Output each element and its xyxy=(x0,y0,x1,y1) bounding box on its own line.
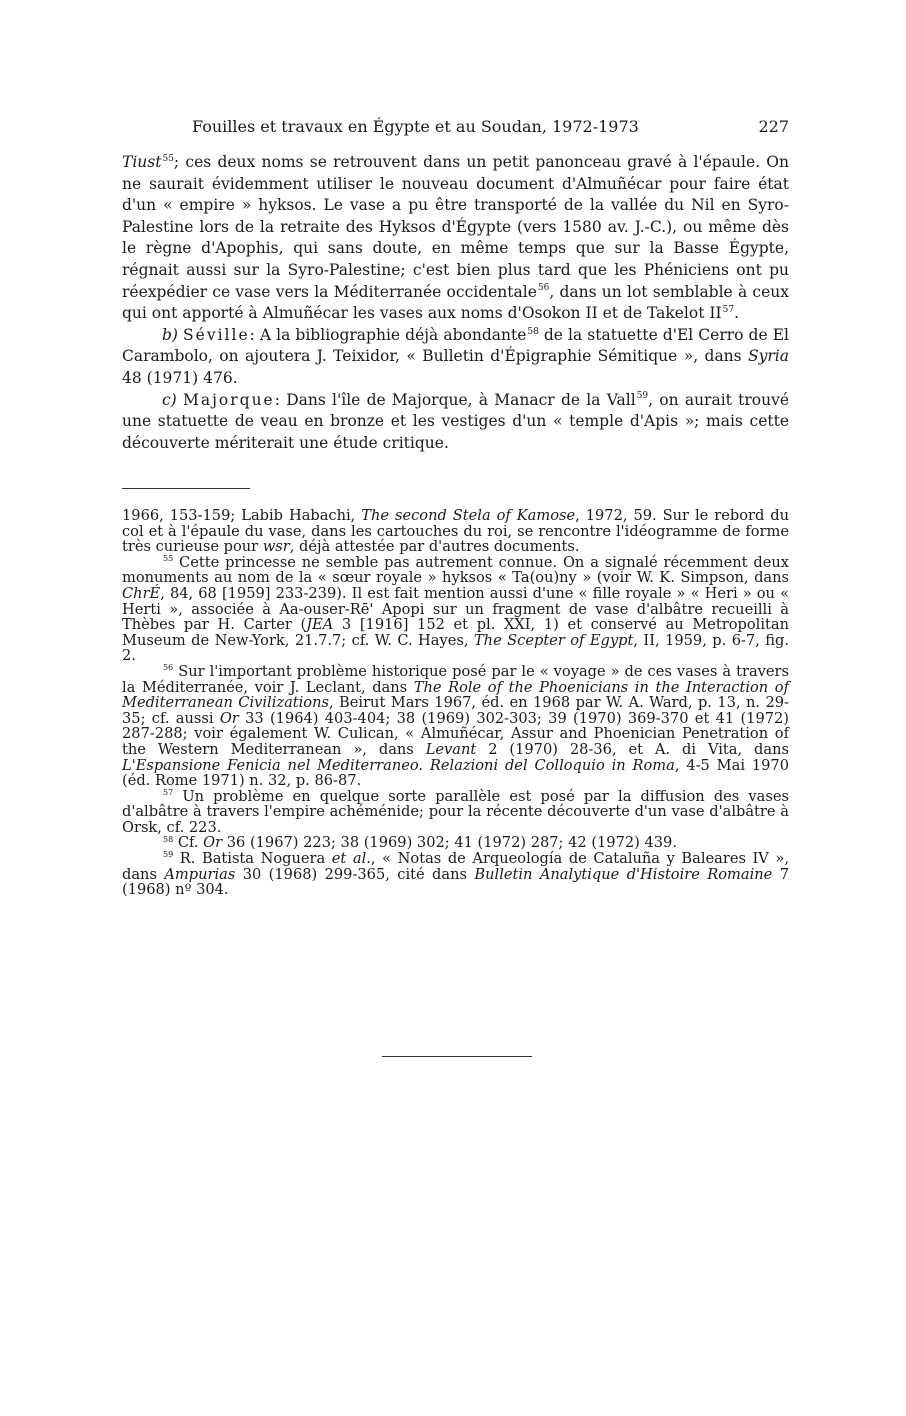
text-run: , on aurait trouvé une statuette de veau en bronze et les vestiges d'un « temple d'Apis »; mais cette découverte mériterait une étude critique. xyxy=(122,390,790,452)
text-run: ; ces deux noms se retrouvent dans un petit panonceau gravé à l'épaule. On ne saurait évidemment utiliser le nouveau document d'Almuñécar pour faire état d'un « empire » hyksos. Le vase a pu être transporté de la vallée du Nil en Syro-Palestine lors de la retraite des Hyksos d'Égypte (vers 1580 av. J.-C.), ou même dès le règne d'Apophis, qui sans doute, en même temps que sur la Basse Égypte, régnait aussi sur la Syro-Palestine; c'est bien plus tard que les Phéniciens ont pu réexpédier ce vase vers la Méditerranée occidentale xyxy=(122,153,789,301)
footnote-number-58: 58 xyxy=(163,834,174,844)
footnote-ref-59[interactable]: 59 xyxy=(636,391,649,402)
running-title: Fouilles et travaux en Égypte et au Soudan, 1972-1973 xyxy=(192,117,639,136)
italic-term: et al. xyxy=(331,850,371,868)
text-run: , 4-5 Mai 1970 (éd. Rome 1971) n. 32, p. 86-87. xyxy=(122,756,789,790)
paragraph-majorque xyxy=(122,390,789,455)
paragraph-seville xyxy=(122,325,789,390)
footnote-55 xyxy=(122,555,789,664)
text-run: 2 (1970) 28-36, et A. di Vita, dans xyxy=(476,740,789,758)
footnote-57 xyxy=(122,789,789,836)
italic-title: Or xyxy=(203,834,223,852)
end-divider xyxy=(382,1056,532,1057)
section-heading-majorque: Majorque xyxy=(182,390,275,409)
footnote-number-57: 57 xyxy=(163,787,174,797)
italic-title: Levant xyxy=(425,740,477,758)
text-run: Cf. xyxy=(173,834,204,852)
italic-title: The second Stela of Kamose xyxy=(361,507,576,524)
italic-title: ChrÉ xyxy=(122,584,161,602)
page-number: 227 xyxy=(758,117,789,136)
name-tiust: Tiust xyxy=(122,153,162,171)
italic-title: The Scepter of Egypt xyxy=(473,631,634,649)
section-label-b: b) xyxy=(162,325,178,344)
section-label-c: c) xyxy=(162,390,177,409)
text-run: , 84, 68 [1959] 233-239). Il est fait mention aussi d'une « fille royale » « Heri » ou « Herti », associée à Aa-ouser-Rē' Apopi sur un fragment de vase d'albâtre recueilli à Thèbes par H. Carter ( xyxy=(122,584,789,634)
italic-title: JEA xyxy=(306,616,334,634)
italic-title: L'Espansione Fenicia nel Mediterraneo. Relazioni del Colloquio in Roma xyxy=(122,756,675,774)
paragraph-1 xyxy=(122,152,789,325)
text-run: , dans un lot semblable à ceux qui ont apporté à Almuñécar les vases aux noms d'Osokon II et de Takelot II xyxy=(122,282,789,323)
text-run: 36 (1967) 223; 38 (1969) 302; 41 (1972) 287; 42 (1972) 439. xyxy=(222,834,677,852)
italic-title: Bulletin Analytique d'Histoire Romaine xyxy=(474,865,773,883)
footnote-divider xyxy=(122,488,250,489)
footnote-continuation xyxy=(122,508,789,555)
italic-title: Or xyxy=(219,709,239,727)
italic-term: wsr xyxy=(262,538,290,556)
text-run: R. Batista Noguera xyxy=(173,850,332,868)
section-heading-seville: Séville xyxy=(183,325,250,344)
text-run: 30 (1968) 299-365, cité dans xyxy=(235,865,475,883)
text-run: 3 [1916] 152 et pl. XXI, 1) et conservé au Metropolitan Museum de New-York, 21.7.7; cf. W. C. Hayes, xyxy=(122,616,789,649)
footnote-ref-58[interactable]: 58 xyxy=(527,326,539,337)
text-run: , Beirut Mars 1967, éd. en 1968 par W. A. Ward, p. 13, n. 29-35; cf. aussi xyxy=(122,694,789,727)
footnote-ref-55[interactable]: 55 xyxy=(162,153,174,164)
italic-title: The Role of the Phoenicians in the Interaction of Mediterranean Civilizations xyxy=(122,678,789,712)
text-run: Sur l'important problème historique posé par le « voyage » de ces vases à travers la Méditerranée, voir J. Leclant, dans xyxy=(122,662,789,696)
text-run: 7 (1968) nº 304. xyxy=(122,865,790,899)
footnote-ref-57[interactable]: 57 xyxy=(722,305,735,315)
text-run: 1966, 153-159; Labib Habachi, xyxy=(122,507,362,524)
text-run: , « Notas de Arqueología de Cataluña y Baleares IV », dans xyxy=(122,850,789,883)
italic-title: Ampurias xyxy=(164,865,236,883)
text-run: , déjà attestée par d'autres documents. xyxy=(289,538,580,556)
footnote-59 xyxy=(122,851,789,898)
footnote-ref-56[interactable]: 56 xyxy=(537,283,550,294)
text-run: : Dans l'île de Majorque, à Manacr de la Vall xyxy=(274,390,636,409)
text-run: . xyxy=(734,304,739,323)
journal-syria: Syria xyxy=(748,347,789,366)
text-run: de la statuette d'El Cerro de El Carambolo, on ajoutera J. Teixidor, « Bulletin d'Épigraphie Sémitique », dans xyxy=(122,325,789,366)
text-run: , 1972, 59. Sur le rebord du col et à l'épaule du vase, dans les cartouches du roi, se rencontre l'idéogramme de forme très curieuse pour xyxy=(122,507,790,556)
footnote-number-55: 55 xyxy=(163,553,174,563)
text-run: , II, 1959, p. 6-7, fig. 2. xyxy=(122,631,790,665)
text-run: 48 (1971) 476. xyxy=(122,368,238,387)
text-run: Un problème en quelque sorte parallèle est posé par la diffusion des vases d'albâtre à travers l'empire achéménide; pour la récente découverte d'un vase d'albâtre à Orsk, cf. 223. xyxy=(122,787,789,836)
text-run: Cette princesse ne semble pas autrement connue. On a signalé récemment deux monuments au nom de la « sœur royale » hyksos « Ta(ou)ny » (voir W. K. Simpson, dans xyxy=(122,553,789,587)
footnote-58 xyxy=(122,835,789,851)
footnotes xyxy=(122,508,789,898)
text-run: : A la bibliographie déjà abondante xyxy=(249,325,527,344)
footnote-number-56: 56 xyxy=(163,663,174,673)
text-run: 33 (1964) 403-404; 38 (1969) 302-303; 39 (1970) 369-370 et 41 (1972) 287-288; voir également W. Culican, « Almuñécar, Assur and Phoenician Penetration of the Western Mediterranean », dans xyxy=(122,709,789,758)
footnote-number-59: 59 xyxy=(163,850,174,860)
footnote-56 xyxy=(122,664,789,789)
main-text xyxy=(122,152,789,454)
